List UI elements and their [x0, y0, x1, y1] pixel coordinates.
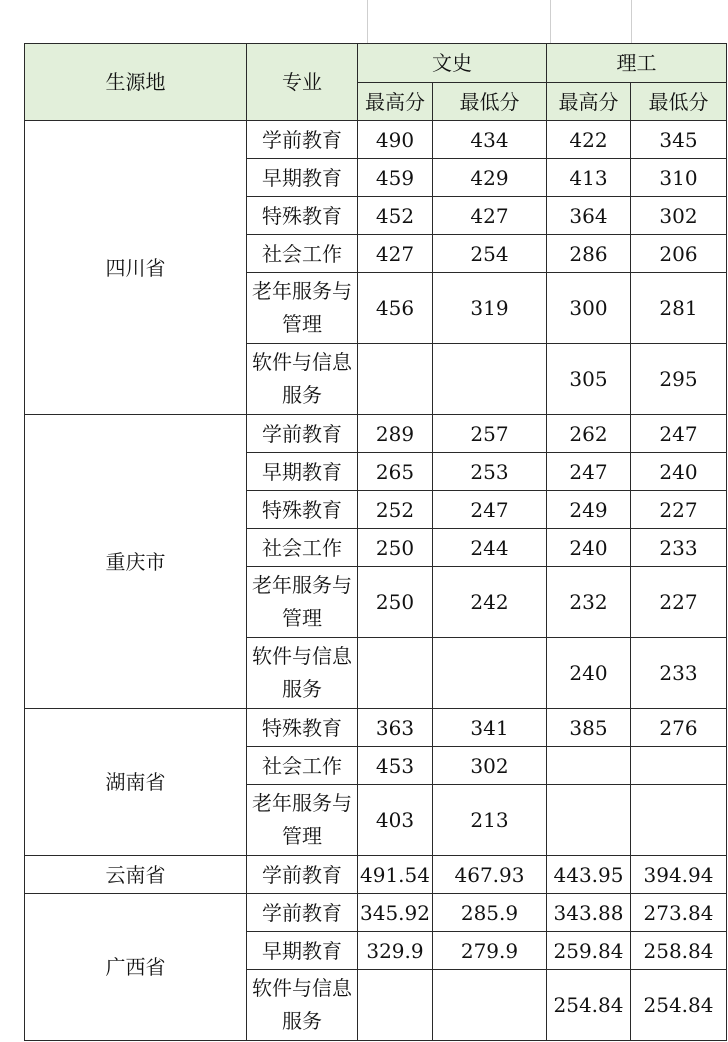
- arts-max-cell: 490: [358, 121, 433, 159]
- arts-min-cell: [433, 970, 547, 1041]
- major-label: 学前教育: [262, 421, 342, 446]
- top-gridline: [550, 0, 551, 44]
- science-max-cell: 240: [547, 529, 631, 567]
- table-row: [25, 415, 727, 453]
- major-cell: [247, 453, 358, 491]
- arts-min-cell: 302: [433, 747, 547, 785]
- major-label: 特殊教育: [262, 497, 342, 522]
- major-cell: [247, 567, 358, 638]
- arts-max-cell: 250: [358, 567, 433, 638]
- science-min-cell: 206: [631, 235, 727, 273]
- major-cell: [247, 415, 358, 453]
- table-body: [25, 121, 727, 1041]
- science-max-cell: 286: [547, 235, 631, 273]
- science-max-cell: 300: [547, 273, 631, 344]
- science-min-cell: 345: [631, 121, 727, 159]
- arts-min-cell: [433, 344, 547, 415]
- arts-min-cell: 244: [433, 529, 547, 567]
- arts-max-cell: [358, 970, 433, 1041]
- major-label: 老年服务与管理: [252, 791, 352, 848]
- science-max-cell: 413: [547, 159, 631, 197]
- arts-min-cell: 341: [433, 709, 547, 747]
- header-science: 理工: [547, 44, 727, 83]
- science-min-cell: 254.84: [631, 970, 727, 1041]
- major-cell: [247, 932, 358, 970]
- science-min-cell: 233: [631, 638, 727, 709]
- table-row: [25, 856, 727, 894]
- science-min-cell: 240: [631, 453, 727, 491]
- header-science-min: 最低分: [631, 83, 727, 121]
- major-label: 软件与信息服务: [252, 350, 352, 407]
- science-min-cell: 247: [631, 415, 727, 453]
- origin-cell: 广西省: [25, 894, 247, 1041]
- science-max-cell: [547, 747, 631, 785]
- major-label: 学前教育: [262, 862, 342, 887]
- science-max-cell: 385: [547, 709, 631, 747]
- science-max-cell: 249: [547, 491, 631, 529]
- major-label: 社会工作: [262, 753, 342, 778]
- arts-min-cell: 434: [433, 121, 547, 159]
- table-row: [25, 894, 727, 932]
- header-origin: 生源地: [25, 44, 247, 121]
- science-max-cell: 305: [547, 344, 631, 415]
- major-label: 特殊教育: [262, 203, 342, 228]
- major-label: 社会工作: [262, 535, 342, 560]
- arts-max-cell: 453: [358, 747, 433, 785]
- major-cell: [247, 638, 358, 709]
- major-label: 老年服务与管理: [252, 279, 352, 336]
- arts-max-cell: 456: [358, 273, 433, 344]
- major-cell: [247, 121, 358, 159]
- header-arts-max: 最高分: [358, 83, 433, 121]
- major-label: 软件与信息服务: [252, 976, 352, 1033]
- major-label: 社会工作: [262, 241, 342, 266]
- major-label: 学前教育: [262, 900, 342, 925]
- major-cell: [247, 197, 358, 235]
- major-label: 特殊教育: [262, 715, 342, 740]
- science-max-cell: 364: [547, 197, 631, 235]
- science-min-cell: 258.84: [631, 932, 727, 970]
- science-min-cell: [631, 785, 727, 856]
- major-cell: [247, 273, 358, 344]
- arts-min-cell: 285.9: [433, 894, 547, 932]
- major-cell: [247, 747, 358, 785]
- major-cell: [247, 529, 358, 567]
- science-max-cell: 254.84: [547, 970, 631, 1041]
- science-min-cell: 227: [631, 491, 727, 529]
- admission-score-table: [24, 43, 727, 1041]
- science-max-cell: 240: [547, 638, 631, 709]
- science-min-cell: 281: [631, 273, 727, 344]
- arts-max-cell: 250: [358, 529, 433, 567]
- major-cell: [247, 491, 358, 529]
- top-gridline: [631, 0, 632, 44]
- science-min-cell: 302: [631, 197, 727, 235]
- major-cell: [247, 235, 358, 273]
- major-cell: [247, 344, 358, 415]
- science-min-cell: 227: [631, 567, 727, 638]
- origin-cell: 云南省: [25, 856, 247, 894]
- arts-max-cell: 289: [358, 415, 433, 453]
- header-science-max: 最高分: [547, 83, 631, 121]
- arts-max-cell: 427: [358, 235, 433, 273]
- arts-min-cell: 467.93: [433, 856, 547, 894]
- arts-min-cell: 319: [433, 273, 547, 344]
- origin-cell: 重庆市: [25, 415, 247, 709]
- arts-max-cell: 403: [358, 785, 433, 856]
- arts-min-cell: 254: [433, 235, 547, 273]
- arts-max-cell: 345.92: [358, 894, 433, 932]
- arts-max-cell: 452: [358, 197, 433, 235]
- major-cell: [247, 159, 358, 197]
- science-max-cell: 262: [547, 415, 631, 453]
- science-max-cell: 247: [547, 453, 631, 491]
- major-cell: [247, 856, 358, 894]
- science-max-cell: 259.84: [547, 932, 631, 970]
- arts-min-cell: 429: [433, 159, 547, 197]
- arts-min-cell: 247: [433, 491, 547, 529]
- header-arts: 文史: [358, 44, 547, 83]
- arts-max-cell: 252: [358, 491, 433, 529]
- science-min-cell: [631, 747, 727, 785]
- table-row: [25, 709, 727, 747]
- origin-cell: 湖南省: [25, 709, 247, 856]
- header-arts-min: 最低分: [433, 83, 547, 121]
- major-cell: [247, 894, 358, 932]
- science-min-cell: 310: [631, 159, 727, 197]
- science-max-cell: 443.95: [547, 856, 631, 894]
- science-min-cell: 394.94: [631, 856, 727, 894]
- arts-max-cell: 329.9: [358, 932, 433, 970]
- major-cell: [247, 785, 358, 856]
- major-label: 早期教育: [262, 938, 342, 963]
- science-max-cell: 422: [547, 121, 631, 159]
- major-label: 老年服务与管理: [252, 573, 352, 630]
- arts-min-cell: 257: [433, 415, 547, 453]
- science-min-cell: 273.84: [631, 894, 727, 932]
- science-min-cell: 276: [631, 709, 727, 747]
- science-max-cell: [547, 785, 631, 856]
- arts-min-cell: 253: [433, 453, 547, 491]
- arts-max-cell: 491.54: [358, 856, 433, 894]
- major-label: 早期教育: [262, 165, 342, 190]
- header-major: 专业: [247, 44, 358, 121]
- science-min-cell: 295: [631, 344, 727, 415]
- major-label: 早期教育: [262, 459, 342, 484]
- arts-min-cell: 213: [433, 785, 547, 856]
- arts-min-cell: 427: [433, 197, 547, 235]
- top-gridline: [367, 0, 368, 44]
- arts-max-cell: [358, 344, 433, 415]
- arts-max-cell: 459: [358, 159, 433, 197]
- science-min-cell: 233: [631, 529, 727, 567]
- major-cell: [247, 709, 358, 747]
- major-cell: [247, 970, 358, 1041]
- major-label: 软件与信息服务: [252, 644, 352, 701]
- origin-cell: 四川省: [25, 121, 247, 415]
- major-label: 学前教育: [262, 127, 342, 152]
- arts-min-cell: 279.9: [433, 932, 547, 970]
- arts-min-cell: [433, 638, 547, 709]
- arts-max-cell: 363: [358, 709, 433, 747]
- arts-max-cell: [358, 638, 433, 709]
- science-max-cell: 343.88: [547, 894, 631, 932]
- table-row: [25, 121, 727, 159]
- arts-min-cell: 242: [433, 567, 547, 638]
- science-max-cell: 232: [547, 567, 631, 638]
- arts-max-cell: 265: [358, 453, 433, 491]
